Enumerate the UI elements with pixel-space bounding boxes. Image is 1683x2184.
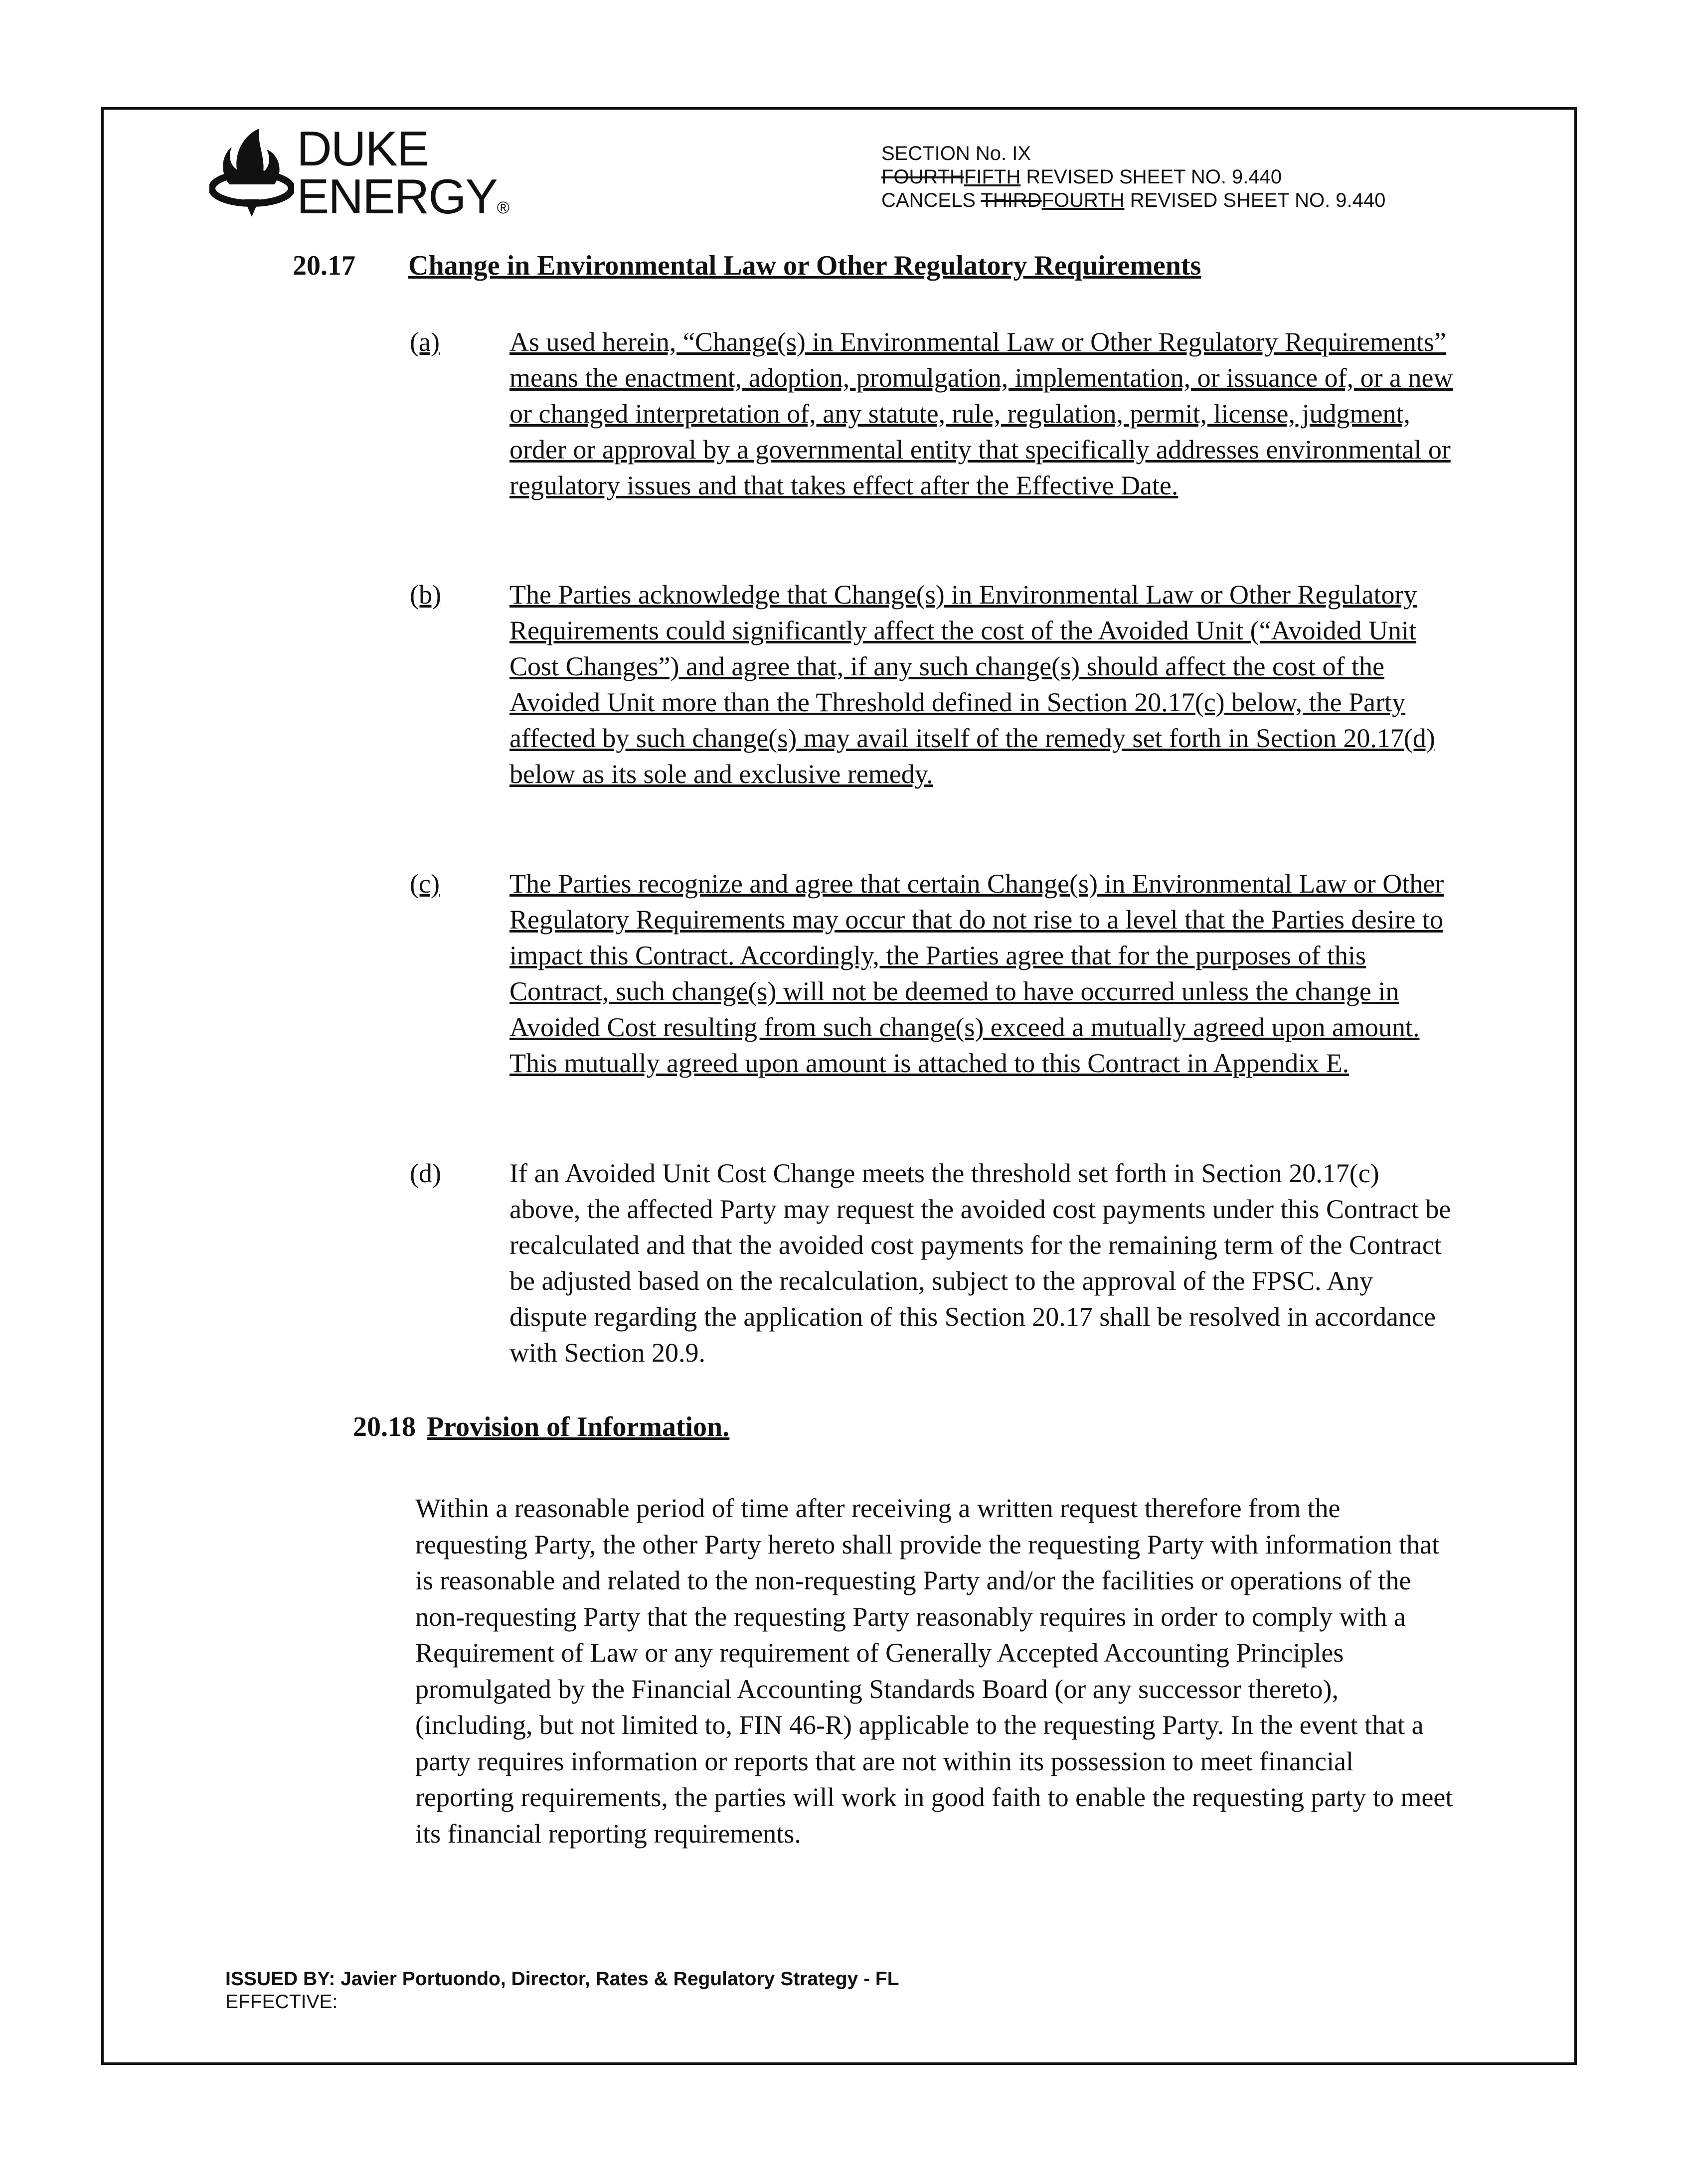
revised-struck-text: FOURTH bbox=[881, 166, 964, 188]
logo-line-1: DUKE bbox=[297, 121, 429, 176]
revised-sheet-line bbox=[881, 165, 1385, 189]
section-heading-20-17 bbox=[293, 249, 1201, 282]
revised-rest-text: REVISED SHEET NO. 9.440 bbox=[1020, 166, 1282, 188]
clause-text: The Parties recognize and agree that certain Change(s) in Environmental Law or Other Regulatory Requirements may occur that do not rise to a level that the Parties desire to impact this Contract. Accordingly, the Parties agree that for the purposes of this Contract, such change(s) will not be deemed to have occurred unless the change in Avoided Cost resulting from such change(s) exceed a mutually agreed upon amount. This mutually agreed upon amount is attached to this Contract in Appendix E. bbox=[509, 869, 1444, 1078]
cancels-prefix: CANCELS bbox=[881, 189, 981, 211]
issued-by-label: ISSUED BY: bbox=[225, 1968, 336, 1990]
section-title-20-18: Provision of Information. bbox=[427, 1411, 730, 1442]
section-number: SECTION No. IX bbox=[881, 143, 1031, 164]
issued-by-value: Javier Portuondo, Director, Rates & Regulatory Strategy - FL bbox=[335, 1968, 899, 1990]
company-logo bbox=[209, 121, 509, 224]
clause-text: If an Avoided Unit Cost Change meets the threshold set forth in Section 20.17(c) above, the affected Party may request the avoided cost payments under this Contract be recalculated and that the avoided cost payments for the remaining term of the Contract be adjusted based on the recalculation, subject to the approval of the FPSC. Any dispute regarding the application of this Section 20.17 shall be resolved in accordance with Section 20.9. bbox=[509, 1158, 1451, 1368]
cancels-struck-text: THIRD bbox=[981, 189, 1042, 211]
cancels-sheet-line bbox=[881, 189, 1385, 212]
clause-label: (a) bbox=[410, 327, 440, 357]
effective-label: EFFECTIVE: bbox=[225, 1991, 338, 2013]
cancels-rest-text: REVISED SHEET NO. 9.440 bbox=[1124, 189, 1386, 211]
clause-label: (d) bbox=[410, 1158, 441, 1188]
section-heading-20-18 bbox=[353, 1410, 729, 1443]
section-number-20-17: 20.17 bbox=[293, 250, 355, 281]
section-title-20-17: Change in Environmental Law or Other Regulatory Requirements bbox=[408, 250, 1201, 281]
section-number-20-18: 20.18 bbox=[353, 1411, 416, 1442]
duke-energy-flame-icon bbox=[209, 125, 294, 219]
clause-text: As used herein, “Change(s) in Environmental Law or Other Regulatory Requirements” means the enactment, adoption, promulgation, implementation, or issuance of, or a new or changed interpretation of, any statute, rule, regulation, permit, license, judgment, order or approval by a governmental entity that specifically addresses environmental or regulatory issues and that takes effect after the Effective Date. bbox=[509, 327, 1453, 500]
clause-text: The Parties acknowledge that Change(s) in Environmental Law or Other Regulatory Requirements could significantly affect the cost of the Avoided Unit (“Avoided Unit Cost Changes”) and agree that, if any such change(s) should affect the cost of the Avoided Unit more than the Threshold defined in Section 20.17(c) below, the Party affected by such change(s) may avail itself of the remedy set forth in Section 20.17(d) below as its sole and exclusive remedy. bbox=[509, 580, 1435, 789]
clause-label: (b) bbox=[410, 580, 441, 610]
section-20-18-body: Within a reasonable period of time after receiving a written request therefore from the requesting Party, the other Party hereto shall provide the requesting Party with information that is reasonable and related to the non-requesting Party and/or the facilities or operations of the non-requesting Party that the requesting Party reasonably requires in order to comply with a Requirement of Law or any requirement of Generally Accepted Accounting Principles promulgated by the Financial Accounting Standards Board (or any successor thereto), (including, but not limited to, FIN 46-R) applicable to the requesting Party. In the event that a party requires information or reports that are not within its possession to meet financial reporting requirements, the parties will work in good faith to enable the requesting party to meet its financial reporting requirements. bbox=[415, 1493, 1453, 1849]
registered-mark: ® bbox=[497, 198, 509, 217]
cancels-new-text: FOURTH bbox=[1041, 189, 1125, 211]
logo-line-2: ENERGY bbox=[297, 169, 497, 224]
document-header bbox=[881, 142, 1385, 212]
document-footer bbox=[225, 1968, 899, 2014]
clause-label: (c) bbox=[410, 869, 440, 899]
revised-new-text: FIFTH bbox=[964, 166, 1021, 188]
